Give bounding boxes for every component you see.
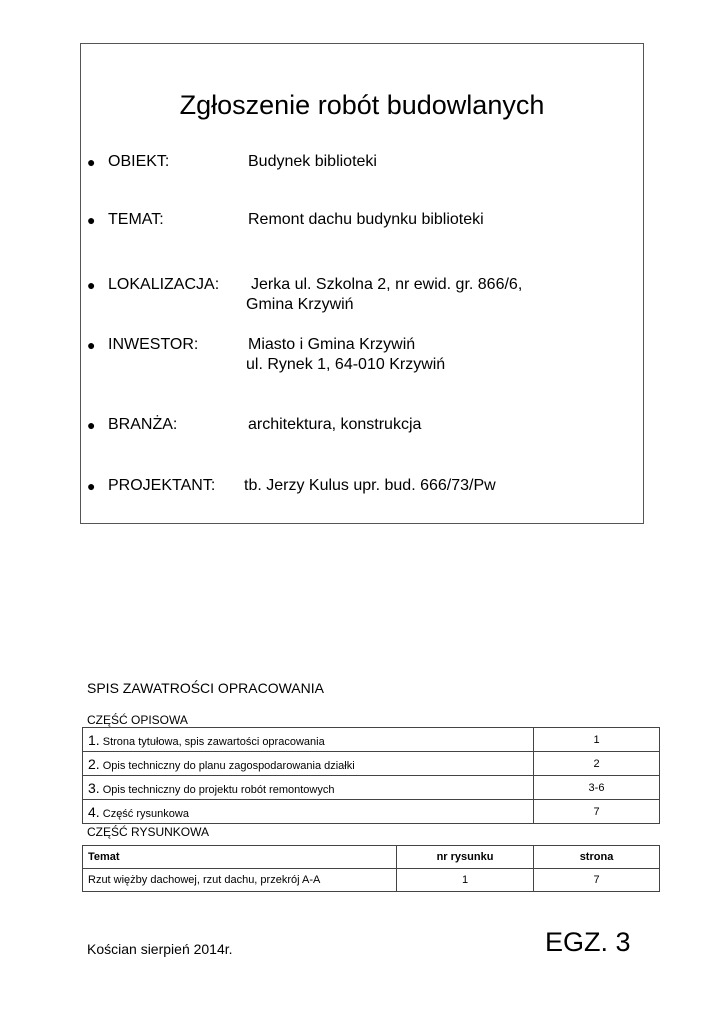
table-row <box>83 869 660 892</box>
row-index: 3. <box>88 779 100 796</box>
bullet-icon: ● <box>87 337 96 353</box>
row-page: 3-6 <box>534 776 660 800</box>
table-row <box>83 752 660 776</box>
item-value-line2: Gmina Krzywiń <box>246 296 354 313</box>
row-text: Opis techniczny do projektu robót remontowych <box>102 783 335 796</box>
contents-table-rysunkowa <box>82 845 660 892</box>
bullet-icon: ● <box>87 154 96 170</box>
bullet-icon: ● <box>87 478 96 494</box>
row-strona: 7 <box>534 869 660 892</box>
item-value: Miasto i Gmina Krzywiń <box>248 336 416 353</box>
row-temat: Rzut więżby dachowej, rzut dachu, przekrój A-A <box>83 869 397 892</box>
contents-table-opisowa <box>82 727 660 824</box>
item-label: TEMAT: <box>108 211 164 228</box>
document-title: Zgłoszenie robót budowlanych <box>179 90 545 120</box>
row-title <box>83 752 534 776</box>
item-label: OBIEKT: <box>108 153 170 170</box>
header-temat: Temat <box>83 846 397 869</box>
item-value: tb. Jerzy Kulus upr. bud. 666/73/Pw <box>244 477 496 494</box>
item-label: LOKALIZACJA: <box>108 276 220 293</box>
bullet-icon: ● <box>87 212 96 228</box>
row-page: 2 <box>534 752 660 776</box>
item-label: BRANŻA: <box>108 416 178 433</box>
row-index: 2. <box>88 755 100 772</box>
row-title <box>83 776 534 800</box>
row-title <box>83 728 534 752</box>
row-index: 4. <box>88 803 100 820</box>
table-row <box>83 728 660 752</box>
item-label: PROJEKTANT: <box>108 477 216 494</box>
table-row <box>83 776 660 800</box>
table-header-row <box>83 846 660 869</box>
item-label: INWESTOR: <box>108 336 199 353</box>
row-text: Opis techniczny do planu zagospodarowania działki <box>102 759 355 772</box>
item-value: Remont dachu budynku biblioteki <box>248 211 484 228</box>
item-value-line2: ul. Rynek 1, 64-010 Krzywiń <box>246 356 446 373</box>
place-date: Kościan sierpień 2014r. <box>87 941 233 957</box>
header-nr-rysunku: nr rysunku <box>397 846 534 869</box>
contents-title: SPIS ZAWATROŚCI OPRACOWANIA <box>87 680 324 696</box>
row-page: 7 <box>534 800 660 824</box>
cover-box <box>80 43 644 524</box>
row-index: 1. <box>88 731 100 748</box>
row-title <box>83 800 534 824</box>
section-label-opisowa: CZĘŚĆ OPISOWA <box>87 713 188 727</box>
row-page: 1 <box>534 728 660 752</box>
row-text: Strona tytułowa, spis zawartości opracowania <box>102 735 325 748</box>
bullet-icon: ● <box>87 277 96 293</box>
table-row <box>83 800 660 824</box>
bullet-icon: ● <box>87 417 96 433</box>
copy-number: EGZ. 3 <box>545 927 631 957</box>
item-value: Jerka ul. Szkolna 2, nr ewid. gr. 866/6, <box>251 276 523 293</box>
row-text: Część rysunkowa <box>102 807 189 820</box>
row-nr: 1 <box>397 869 534 892</box>
item-value: architektura, konstrukcja <box>248 416 422 433</box>
header-strona: strona <box>534 846 660 869</box>
section-label-rysunkowa: CZĘŚĆ RYSUNKOWA <box>87 825 210 839</box>
item-value: Budynek biblioteki <box>248 153 377 170</box>
